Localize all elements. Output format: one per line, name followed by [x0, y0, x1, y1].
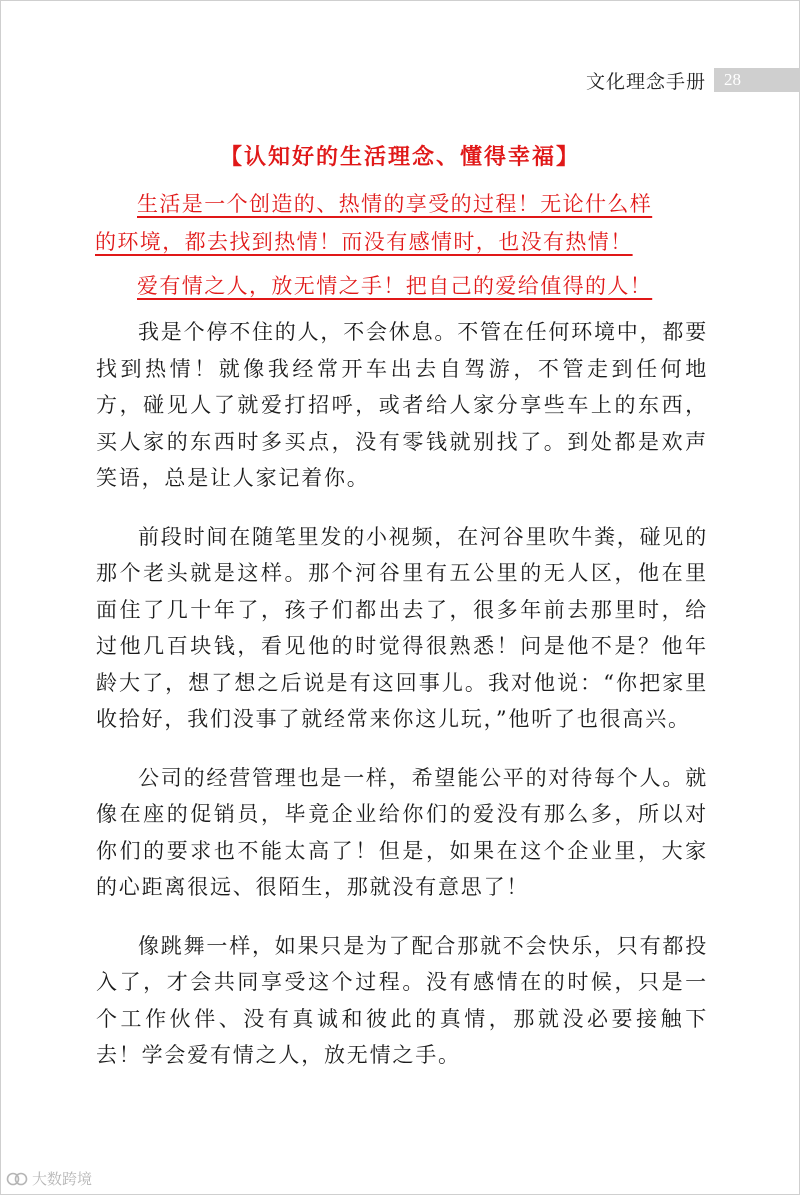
highlight-quote-2-line: 爱有情之人，放无情之手！把自己的爱给值得的人！: [137, 274, 653, 298]
book-title: 文化理念手册: [585, 70, 706, 93]
highlight-quote-1: [95, 185, 707, 261]
paragraph-4: 像跳舞一样，如果只是为了配合那就不会快乐，只有都投入了，才会共同享受这个过程。没有感情在的时候，只是一个工作伙伴、没有真诚和彼此的真情，那就没必要接触下去！学会爱有情之人，放无情之手。: [96, 933, 708, 1067]
paragraph-1: 我是个停不住的人，不会休息。不管在任何环境中，都要找到热情！就像我经常开车出去自驾游，不管走到任何地方，碰见人了就爱打招呼，或者给人家分享些车上的东西，买人家的东西时多买点，没有零钱就别找了。到处都是欢声笑语，总是让人家记着你。: [96, 320, 708, 490]
watermark: [6, 1168, 92, 1189]
highlight-quote-1-line-2: 的环境，都去找到热情！而没有感情时，也没有热情！: [95, 230, 633, 254]
page-number-tab: [714, 68, 800, 92]
highlight-quote-2: [95, 267, 707, 305]
paragraph-3: 公司的经营管理也是一样，希望能公平的对待每个人。就像在座的促销员，毕竟企业给你们的爱没有那么多，所以对你们的要求也不能太高了！但是，如果在这个企业里，大家的心距离很远、很陌生，那就没有意思了！: [96, 765, 708, 899]
page-number: 28: [724, 70, 741, 89]
highlight-quote-1-line-1: 生活是一个创造的、热情的享受的过程！无论什么样: [137, 192, 653, 216]
watermark-text: 大数跨境: [32, 1170, 93, 1188]
section-title: 【认知好的生活理念、懂得幸福】: [219, 144, 580, 170]
page-header: [586, 67, 800, 93]
paragraph-2: 前段时间在随笔里发的小视频，在河谷里吹牛粪，碰见的那个老头就是这样。那个河谷里有五公里的无人区，他在里面住了几十年了，孩子们都出去了，很多年前去那里时，给过他几百块钱，看见他的时觉得很熟悉！问是他不是？他年龄大了，想了想之后说是有这回事儿。我对他说：“你把家里收拾好，我们没事了就经常来你这儿玩，”他听了也很高兴。: [96, 524, 708, 731]
body-text: [96, 314, 708, 1096]
double-ring-logo-icon: [6, 1171, 28, 1187]
